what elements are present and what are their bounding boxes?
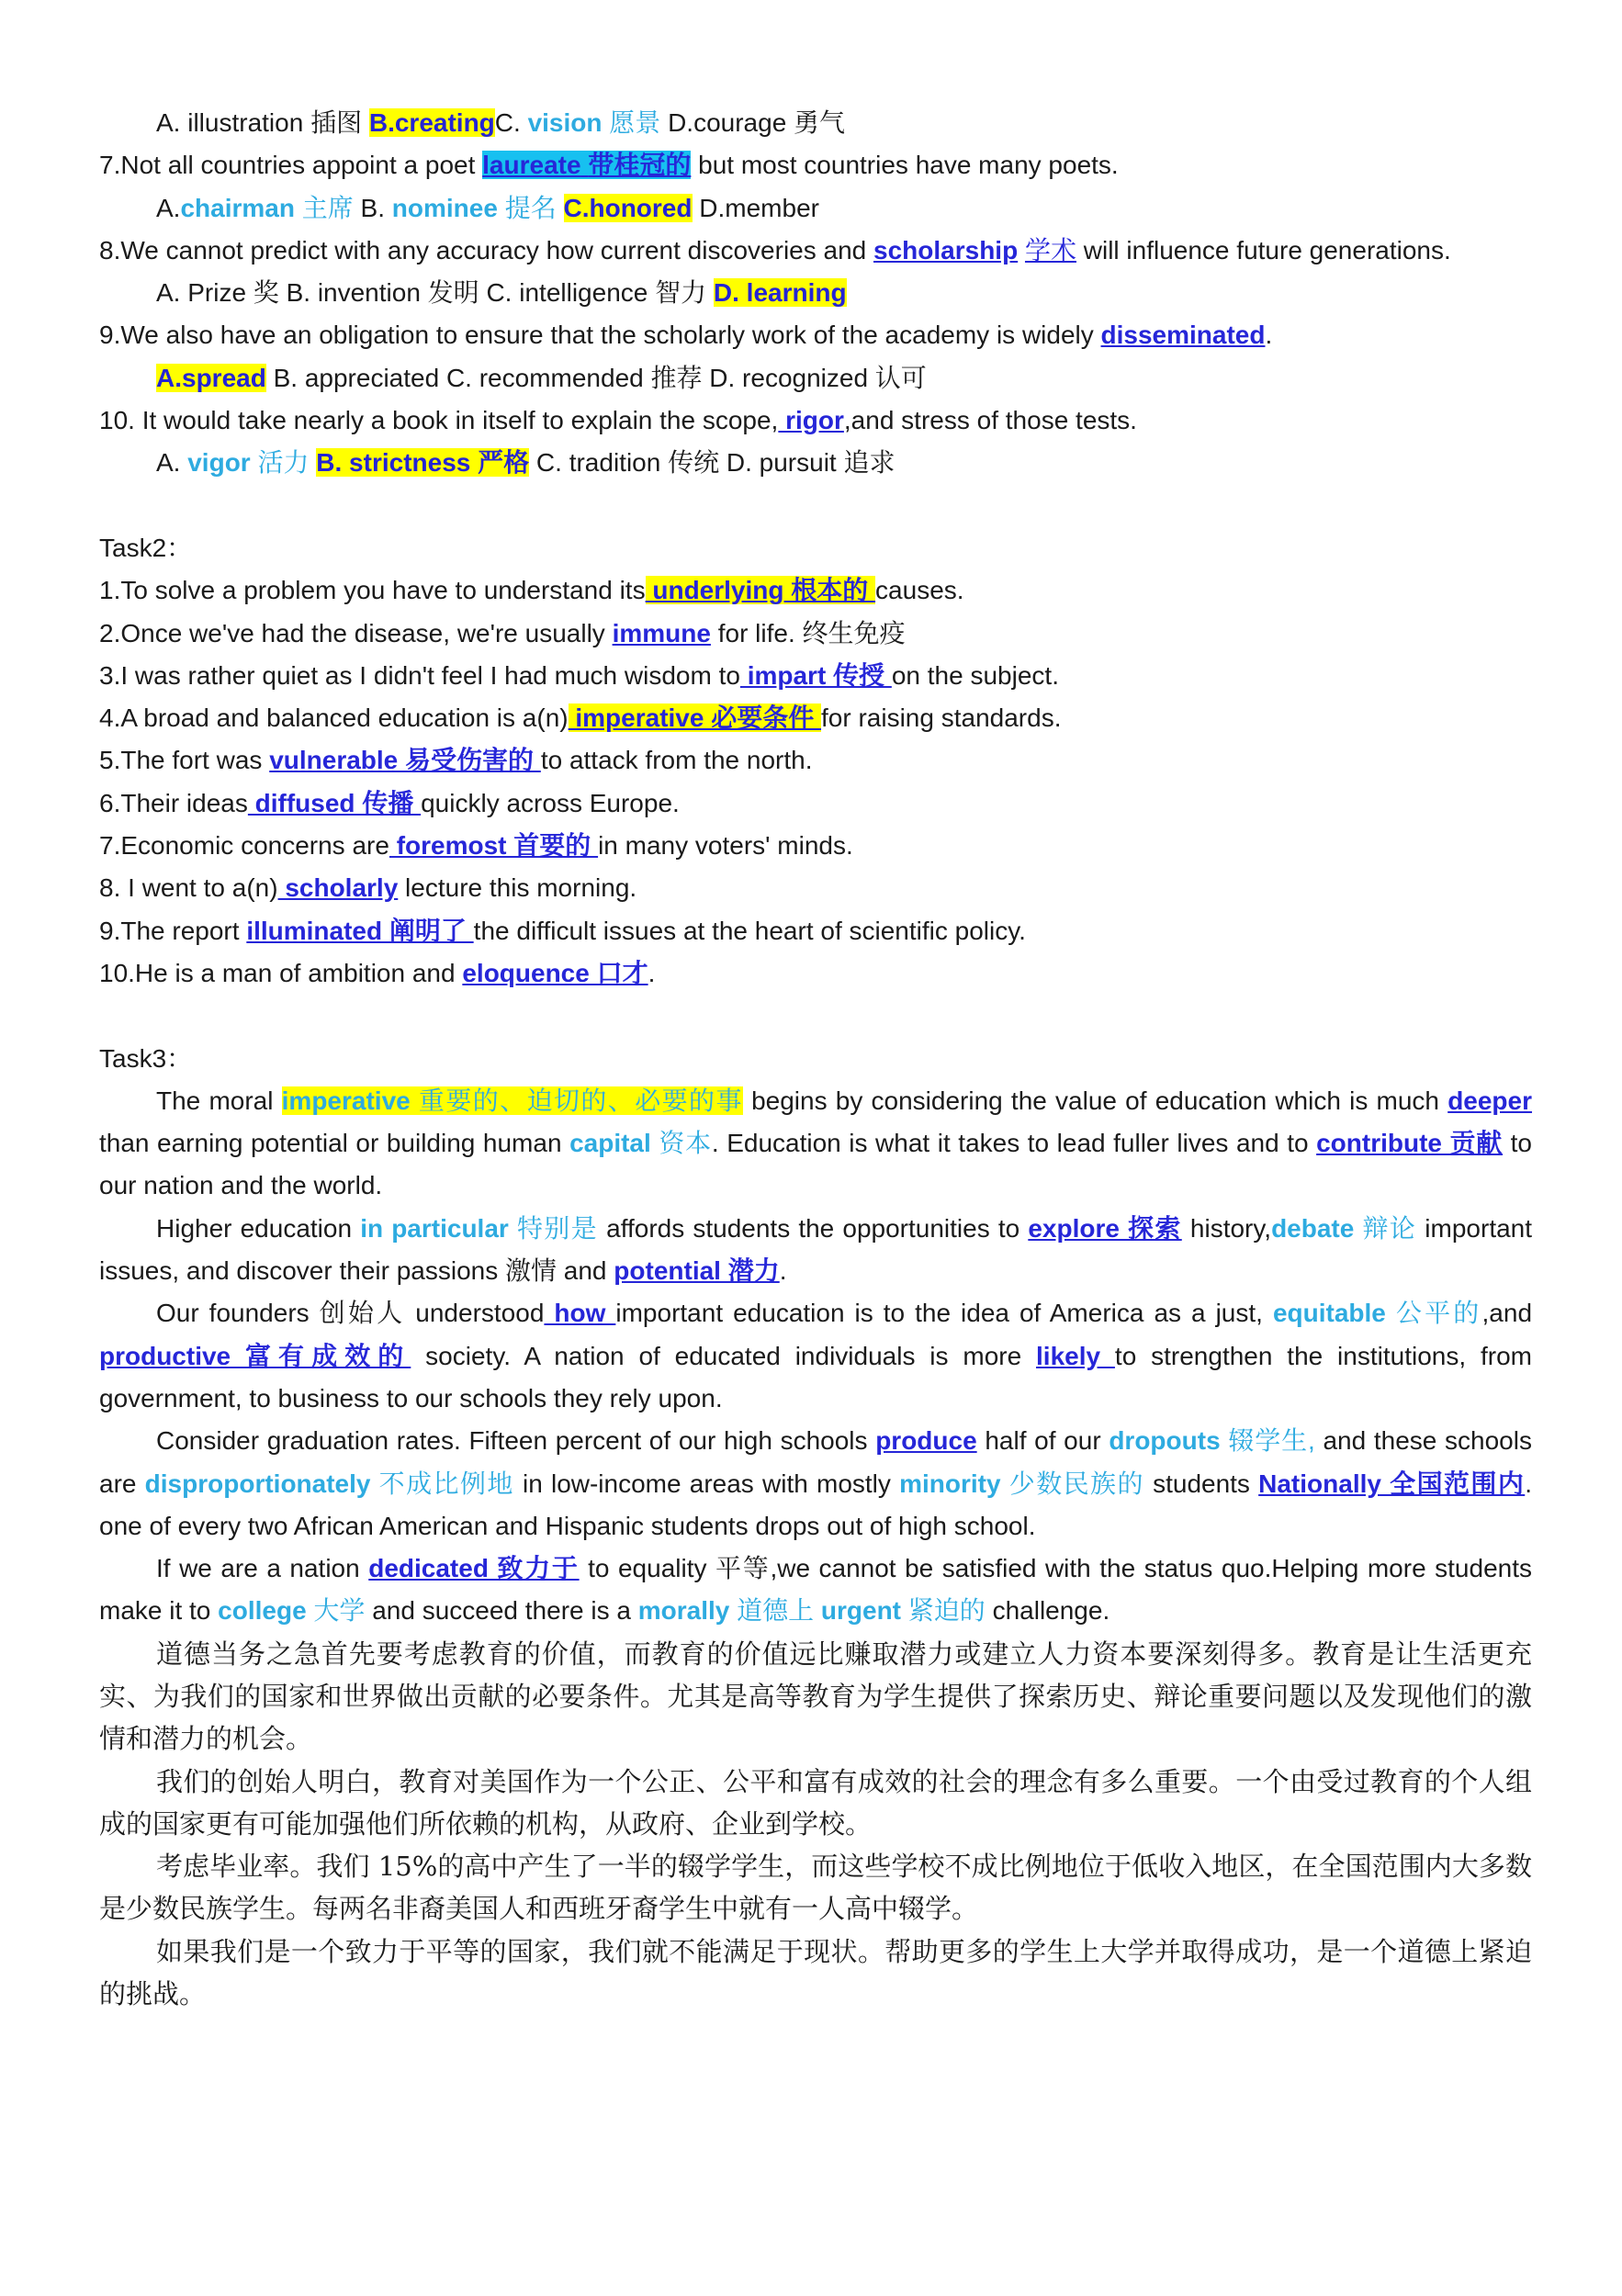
t1-options-8: A. Prize 奖 B. invention 发明 C. intelligence 智力 D. learning: [156, 278, 847, 308]
t3-paragraph-4: Consider graduation rates. Fifteen percent of our high schools produce half of our dropouts 辍学生, and these schools are disproportionately 不成比例地 in low-income areas with mostly minority 少数民族的 students Nationally 全国范围内. one of every two African American and Hispanic students drops out of high school.: [99, 1426, 1533, 1540]
answer-highlight: laureate 带桂冠的: [482, 151, 692, 180]
t1-options-7: A.chairman 主席 B. nominee 提名 C.honored D.member: [156, 193, 819, 222]
translation-paragraph-2: 我们的创始人明白，教育对美国作为一个公正、公平和富有成效的社会的理念有多么重要。一个由受过教育的个人组成的国家更有可能加强他们所依赖的机构，从政府、企业到学校。: [99, 1765, 1532, 1840]
t2-item-8: 8. I went to a(n) scholarly lecture this morning.: [99, 873, 637, 903]
t2-item-6: 6.Their ideas diffused 传播 quickly across Europe.: [99, 788, 680, 817]
t1-question-9: 9.We also have an obligation to ensure that the scholarly work of the academy is widely disseminated.: [99, 321, 1273, 350]
t3-paragraph-5: If we are a nation dedicated 致力于 to equality 平等,we cannot be satisfied with the status quo.Helping more students make it to college 大学 and succeed there is a morally 道德上 urgent 紧迫的 challenge.: [99, 1554, 1532, 1626]
t2-item-10: 10.He is a man of ambition and eloquence 口才.: [99, 958, 656, 987]
t3-paragraph-2: Higher education in particular 特别是 affords students the opportunities to explore 探索 history,debate 辩论 important issues, and discover their passions 激情 and potential 潜力.: [99, 1213, 1533, 1286]
t1-question-10: 10. It would take nearly a book in itself to explain the scope, rigor,and stress of those tests.: [99, 406, 1137, 435]
t1-options-6: A. illustration 插图 B.creatingC. vision 愿景 D.courage 勇气: [156, 108, 846, 137]
answer-highlight: A.spread: [156, 363, 266, 392]
t1-options-10: A. vigor 活力 B. strictness 严格 C. tradition 传统 D. pursuit 追求: [156, 448, 895, 478]
t2-item-9: 9.The report illuminated 阐明了 the difficult issues at the heart of scientific policy.: [99, 916, 1026, 945]
document-page: [99, 102, 1532, 2015]
t1-question-7: 7.Not all countries appoint a poet laureate 带桂冠的 but most countries have many poets.: [99, 151, 1119, 180]
t2-item-1: 1.To solve a problem you have to understand its underlying 根本的 causes.: [99, 576, 964, 605]
t2-item-3: 3.I was rather quiet as I didn't feel I had much wisdom to impart 传授 on the subject.: [99, 660, 1059, 690]
t1-question-8: 8.We cannot predict with any accuracy how current discoveries and scholarship 学术 will influence future generations.: [99, 235, 1451, 264]
answer-highlight: B.creating: [368, 108, 495, 137]
answer-highlight: imperative 必要条件: [568, 703, 822, 733]
answer-highlight: underlying 根本的: [645, 576, 876, 605]
task3-heading: Task3：: [99, 1043, 193, 1073]
answer-highlight: D. learning: [713, 278, 847, 308]
translation-paragraph-3: 考虑毕业率。我们 15%的高中产生了一半的辍学学生，而这些学校不成比例地位于低收入地区，在全国范围内大多数是少数民族学生。每两名非裔美国人和西班牙裔学生中就有一人高中辍学。: [99, 1851, 1532, 1925]
t1-options-9: A.spread B. appreciated C. recommended 推荐 D. recognized 认可: [156, 363, 927, 392]
t3-paragraph-1: The moral imperative 重要的、迫切的、必要的事 begins by considering the value of education which is much deeper than earning potential or building human capital 资本. Education is what it takes to lead fuller lives and to contribute 贡献 to our nation and the world.: [99, 1086, 1533, 1200]
answer-highlight: imperative 重要的、迫切的、必要的事: [281, 1086, 743, 1115]
t3-paragraph-3: Our founders 创始人 understood how important education is to the idea of America as a just, equitable 公平的,and productive 富有成效的 society. A nation of educated individuals is more likely to strengthen the institutions, from government, to business to our schools they rely upon.: [99, 1299, 1533, 1412]
answer-highlight: B. strictness 严格: [316, 448, 530, 478]
task2-heading: Task2：: [99, 533, 193, 562]
t2-item-2: 2.Once we've had the disease, we're usually immune for life. 终生免疫: [99, 618, 906, 647]
translation-paragraph-1: 道德当务之急首先要考虑教育的价值，而教育的价值远比赚取潜力或建立人力资本要深刻得多。教育是让生活更充实、为我们的国家和世界做出贡献的必要条件。尤其是高等教育为学生提供了探索历史、辩论重要问题以及发现他们的激情和潜力的机会。: [99, 1638, 1532, 1755]
t2-item-5: 5.The fort was vulnerable 易受伤害的 to attack from the north.: [99, 746, 813, 775]
t2-item-7: 7.Economic concerns are foremost 首要的 in many voters' minds.: [99, 831, 853, 861]
t2-item-4: 4.A broad and balanced education is a(n) imperative 必要条件 for raising standards.: [99, 703, 1062, 733]
answer-highlight: C.honored: [563, 193, 693, 222]
translation-paragraph-4: 如果我们是一个致力于平等的国家，我们就不能满足于现状。帮助更多的学生上大学并取得成功，是一个道德上紧迫的挑战。: [99, 1935, 1532, 2010]
